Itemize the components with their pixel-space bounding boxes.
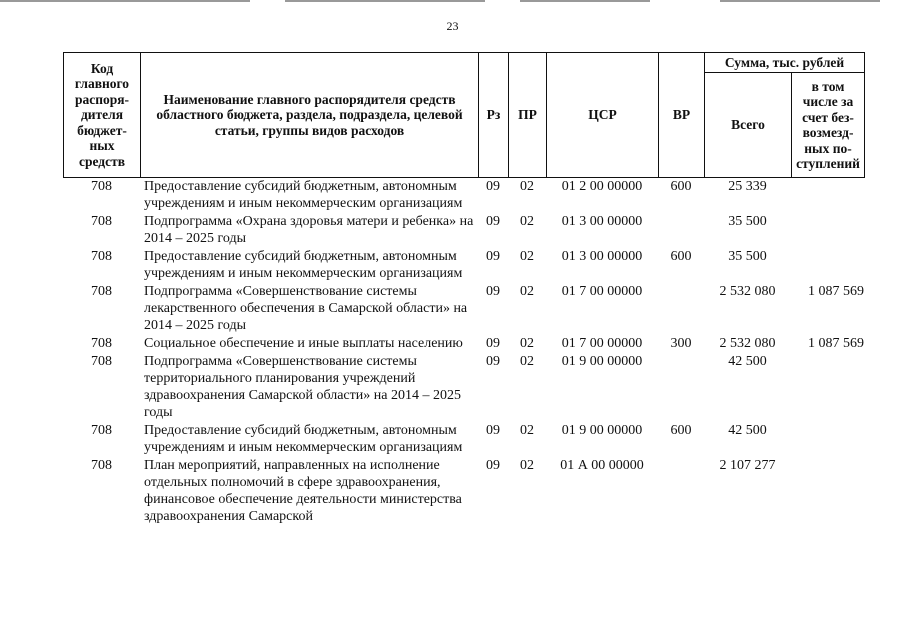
cell-rz: 09 <box>486 214 500 229</box>
table-body <box>63 178 864 526</box>
cell-rz: 09 <box>486 179 500 194</box>
cell-code: 708 <box>91 336 112 351</box>
header-name: Наименование главного распорядителя средств областного бюджета, раздела, подраздела, целевой статьи, группы видов расходов <box>141 53 479 178</box>
cell-code: 708 <box>91 458 112 473</box>
table-header <box>63 52 865 178</box>
cell-code: 708 <box>91 354 112 369</box>
cell-code: 708 <box>91 214 112 229</box>
header-code: Код главного распоря-дителя бюджет-ных средств <box>64 53 141 178</box>
cell-incl <box>791 422 864 456</box>
cell-pr: 02 <box>520 336 534 351</box>
cell-name: Предоставление субсидий бюджетным, автономным учреждениям и иным некоммерческим организациям <box>144 249 463 281</box>
table-row <box>63 213 864 247</box>
cell-incl <box>791 213 864 247</box>
cell-csr: 01 9 00 00000 <box>561 354 643 369</box>
cell-vr: 600 <box>670 179 692 194</box>
cell-code: 708 <box>91 423 112 438</box>
cell-rz: 09 <box>486 423 500 438</box>
cell-vr <box>658 353 704 421</box>
cell-total: 35 500 <box>728 249 767 264</box>
cell-vr: 600 <box>670 423 692 438</box>
cell-csr: 01 3 00 00000 <box>561 214 643 229</box>
cell-total: 2 532 080 <box>719 336 776 351</box>
cell-code: 708 <box>91 249 112 264</box>
cell-total: 42 500 <box>728 423 767 438</box>
header-incl: в том числе за счет без-возмезд-ных по-ступлений <box>792 73 865 178</box>
cell-csr: 01 2 00 00000 <box>561 179 643 194</box>
table-row <box>63 353 864 421</box>
scan-artifact <box>0 0 905 4</box>
cell-vr <box>658 457 704 525</box>
cell-vr: 300 <box>670 336 692 351</box>
header-pr: ПР <box>509 53 547 178</box>
cell-name: Предоставление субсидий бюджетным, автономным учреждениям и иным некоммерческим организациям <box>144 423 463 455</box>
cell-name: Предоставление субсидий бюджетным, автономным учреждениям и иным некоммерческим организациям <box>144 179 463 211</box>
cell-total: 25 339 <box>728 179 767 194</box>
cell-name: Подпрограмма «Совершенствование системы территориального планирования учреждений здравоохранения Самарской области» на 2014 – 2025 годы <box>144 354 461 420</box>
cell-pr: 02 <box>520 458 534 473</box>
cell-vr <box>658 213 704 247</box>
cell-pr: 02 <box>520 284 534 299</box>
cell-pr: 02 <box>520 214 534 229</box>
cell-rz: 09 <box>486 284 500 299</box>
header-total: Всего <box>705 73 792 178</box>
table-row <box>63 422 864 456</box>
cell-vr: 600 <box>670 249 692 264</box>
header-csr: ЦСР <box>547 53 659 178</box>
cell-name: План мероприятий, направленных на исполнение отдельных полномочий в сфере здравоохранения, финансовое обеспечение деятельности министерства здравоохранения Самарской <box>144 458 462 524</box>
cell-incl: 1 087 569 <box>808 336 864 351</box>
cell-name: Социальное обеспечение и иные выплаты населению <box>144 336 463 351</box>
table-row <box>63 178 864 212</box>
cell-rz: 09 <box>486 249 500 264</box>
cell-rz: 09 <box>486 354 500 369</box>
cell-incl <box>791 353 864 421</box>
cell-pr: 02 <box>520 354 534 369</box>
cell-vr <box>658 283 704 334</box>
cell-pr: 02 <box>520 179 534 194</box>
cell-csr: 01 9 00 00000 <box>561 423 643 438</box>
table-row <box>63 283 864 334</box>
cell-incl: 1 087 569 <box>808 284 864 299</box>
header-vr: ВР <box>659 53 705 178</box>
cell-csr: 01 3 00 00000 <box>561 249 643 264</box>
cell-total: 42 500 <box>728 354 767 369</box>
cell-incl <box>791 248 864 282</box>
cell-name: Подпрограмма «Охрана здоровья матери и ребенка» на 2014 – 2025 годы <box>144 214 474 246</box>
cell-code: 708 <box>91 179 112 194</box>
header-sum: Сумма, тыс. рублей <box>705 53 865 73</box>
cell-csr: 01 А 00 00000 <box>560 458 644 473</box>
cell-incl <box>791 457 864 525</box>
page-number: 23 <box>446 19 459 33</box>
cell-total: 2 107 277 <box>719 458 776 473</box>
cell-rz: 09 <box>486 336 500 351</box>
cell-incl <box>791 178 864 212</box>
header-rz: Рз <box>479 53 509 178</box>
cell-name: Подпрограмма «Совершенствование системы лекарственного обеспечения в Самарской области» на 2014 – 2025 годы <box>144 284 468 333</box>
cell-total: 35 500 <box>728 214 767 229</box>
cell-csr: 01 7 00 00000 <box>561 336 643 351</box>
table-row <box>63 457 864 525</box>
table-row <box>63 335 864 352</box>
cell-code: 708 <box>91 284 112 299</box>
table-row <box>63 248 864 282</box>
cell-total: 2 532 080 <box>719 284 776 299</box>
cell-rz: 09 <box>486 458 500 473</box>
cell-pr: 02 <box>520 249 534 264</box>
cell-csr: 01 7 00 00000 <box>561 284 643 299</box>
cell-pr: 02 <box>520 423 534 438</box>
